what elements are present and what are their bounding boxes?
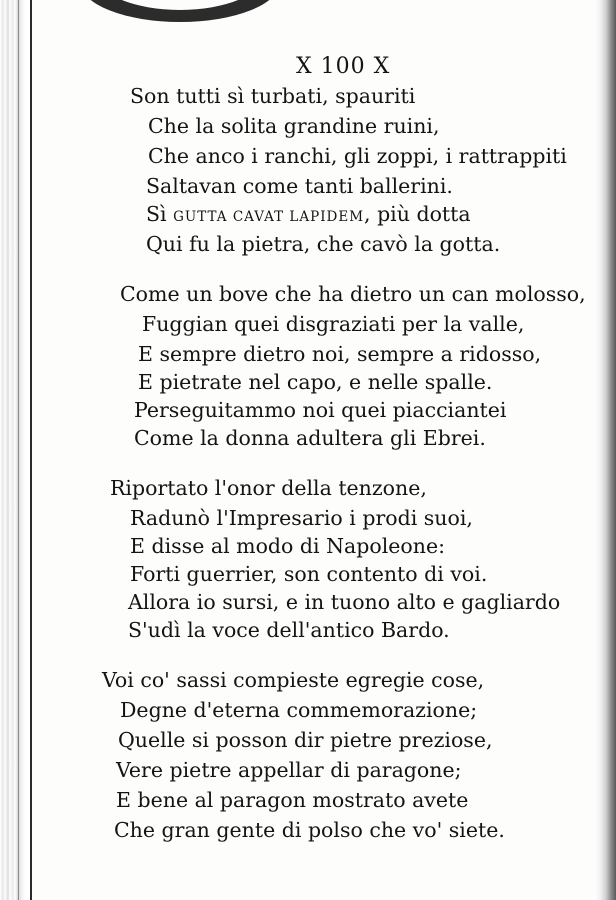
verse-line: Che gran gente di polso che vo' siete. — [114, 818, 505, 842]
verse-line: S'udì la voce dell'antico Bardo. — [128, 618, 450, 642]
verse-line: Perseguitammo noi quei piacciantei — [134, 398, 507, 422]
verse-line: Vere pietre appellar di paragone; — [116, 758, 462, 782]
verse-line: Che anco i ranchi, gli zoppi, i rattrappiti — [148, 144, 567, 168]
verse-line: Forti guerrier, son contento di voi. — [130, 562, 488, 586]
verse-line: E disse al modo di Napoleone: — [130, 534, 445, 558]
verse-line: Radunò l'Impresario i prodi suoi, — [130, 506, 473, 530]
verse-line: Come la donna adultera gli Ebrei. — [134, 426, 486, 450]
verse-line: Che la solita grandine ruini, — [148, 114, 440, 138]
verse-line: Fuggian quei disgraziati per la valle, — [142, 312, 525, 336]
verse-line: E pietrate nel capo, e nelle spalle. — [138, 370, 493, 394]
book-gutter — [0, 0, 30, 900]
verse-line: E bene al paragon mostrato avete — [116, 788, 469, 812]
verse-line: Qui fu la pietra, che cavò la gotta. — [146, 232, 501, 256]
page-edge-shadow — [594, 0, 616, 900]
binding-edge — [30, 0, 32, 900]
verse-line: Come un bove che ha dietro un can molosso, — [120, 282, 586, 306]
verse-line: Voi co' sassi compieste egregie cose, — [102, 668, 485, 692]
verse-line: E sempre dietro noi, sempre a ridosso, — [138, 342, 542, 366]
verse-line: Riportato l'onor della tenzone, — [110, 476, 427, 500]
verse-line: Saltavan come tanti ballerini. — [146, 174, 453, 198]
latin-quote: GUTTA CAVAT LAPIDEM — [173, 209, 365, 225]
verse-line: Son tutti sì turbati, spauriti — [130, 84, 416, 108]
page-edge-line — [18, 0, 19, 900]
verse-line-smallcaps: Sì GUTTA CAVAT LAPIDEM, più dotta — [146, 202, 471, 226]
verse-line: Degne d'eterna commemorazione; — [120, 698, 478, 722]
verse-line: Quelle si posson dir pietre preziose, — [118, 728, 493, 752]
verse-line: Allora io sursi, e in tuono alto e gagliardo — [128, 590, 561, 614]
page-number: X 100 X — [296, 54, 391, 79]
